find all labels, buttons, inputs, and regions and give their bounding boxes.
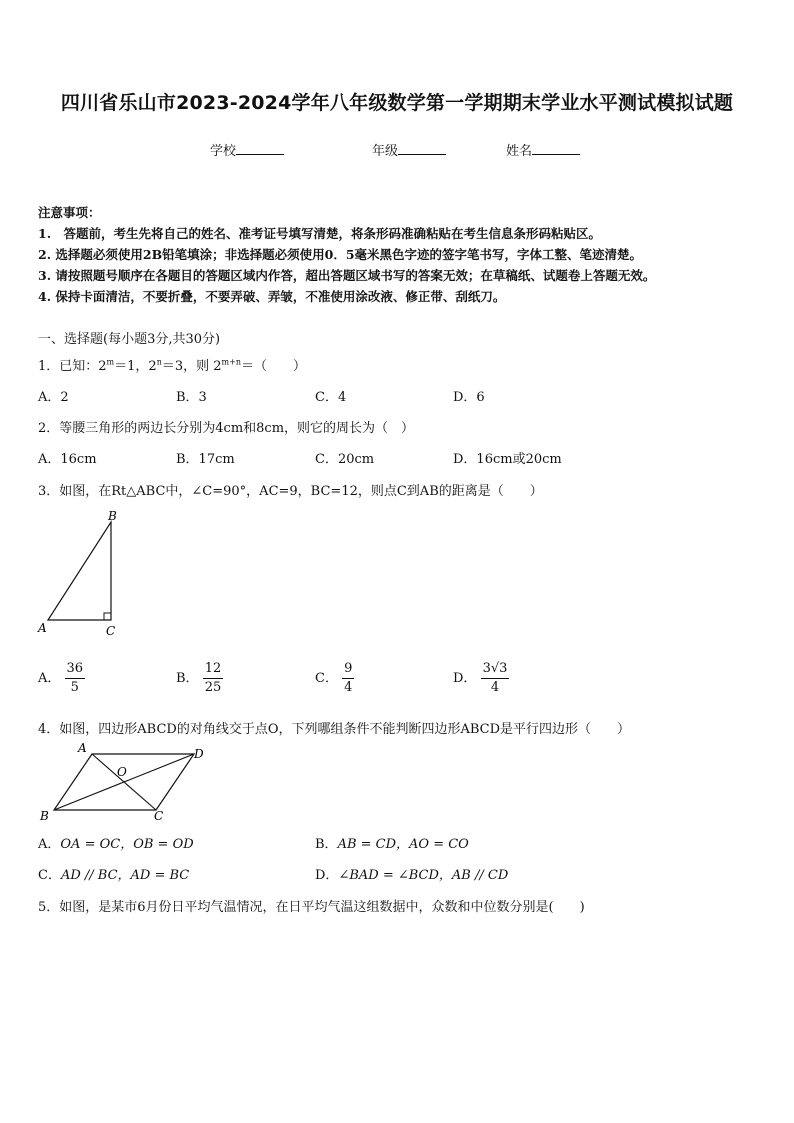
q3-option-c-letter: C． [315, 671, 338, 686]
q3-option-c-fraction [342, 660, 354, 697]
q4-option-a-letter: A． [38, 837, 61, 852]
question-2: 2．等腰三角形的两边长分别为4cm和8cm，则它的周长为（ ） [38, 421, 415, 436]
page-title: 四川省乐山市2023-2024学年八年级数学第一学期期末学业水平测试模拟试题 [60, 92, 734, 114]
q3-option-d-fraction [481, 660, 510, 697]
q3-option-c[interactable] [315, 660, 354, 697]
numerator: 12 [203, 660, 224, 679]
q4-option-b-expr: AB = CD，AO = CO [337, 837, 469, 852]
q4-option-b-letter: B． [315, 837, 338, 852]
q4-parallelogram-figure [36, 740, 212, 824]
question-5: 5．如图，是某市6月份日平均气温情况，在日平均气温这组数据中，众数和中位数分别是( ) [38, 900, 585, 915]
school-label: 学校 [210, 144, 237, 159]
q1-exp-n: n [156, 357, 162, 367]
q3-option-d-letter: D． [453, 671, 477, 686]
q1-option-c[interactable]: C．4 [315, 390, 347, 405]
q4-option-d-letter: D． [315, 868, 339, 883]
numerator: 9 [342, 660, 354, 679]
numerator: 36 [65, 660, 86, 679]
name-field [506, 140, 580, 159]
denominator: 25 [204, 680, 222, 695]
q1-mid2: ＝3，则 2 [161, 359, 222, 374]
q4-option-c-expr: AD // BC，AD = BC [60, 868, 190, 883]
q3-option-a-fraction [65, 660, 86, 697]
notice-item-2: 2. 选择题必须使用2B铅笔填涂；非选择题必须使用0．5毫米黑色字迹的签字笔书写，字体工整、笔迹清楚。 [38, 247, 643, 262]
q3-option-b-letter: B． [176, 671, 199, 686]
label-a: A [78, 741, 87, 755]
section-title: 一、选择题(每小题3分,共30分) [38, 332, 221, 347]
label-c: C [106, 624, 116, 638]
q4-option-c-letter: C． [38, 868, 61, 883]
label-o: O [117, 765, 127, 779]
denominator: 4 [490, 680, 500, 695]
q4-option-a[interactable] [38, 833, 194, 852]
q1-prefix: 1．已知：2 [38, 359, 107, 374]
q2-option-d[interactable]: D．16cm或20cm [453, 452, 562, 467]
q1-option-a[interactable]: A．2 [38, 390, 69, 405]
q1-exp-mn: m+n [221, 357, 241, 367]
notice-item-4: 4. 保持卡面清洁，不要折叠，不要弄破、弄皱，不准使用涂改液、修正带、刮纸刀。 [38, 289, 506, 304]
name-label: 姓名 [506, 144, 533, 159]
q1-mid1: ＝1，2 [114, 359, 157, 374]
school-blank [236, 142, 284, 155]
triangle-abc [48, 522, 111, 620]
q3-option-a-letter: A． [38, 671, 61, 686]
notice-item-1: 1. 答题前，考生先将自己的姓名、准考证号填写清楚，将条形码准确粘贴在考生信息条形码粘贴区。 [38, 226, 602, 241]
q1-suffix: ＝（ ） [240, 359, 306, 374]
q3-option-d[interactable] [453, 660, 509, 697]
numerator: 3√3 [481, 660, 510, 679]
q3-triangle-figure [34, 506, 126, 638]
grade-field [372, 140, 446, 159]
q4-option-d[interactable] [315, 864, 508, 883]
notice-item-3: 3. 请按照题号顺序在各题目的答题区域内作答，超出答题区域书写的答案无效；在草稿纸、试题卷上答题无效。 [38, 268, 656, 283]
q4-option-a-expr: OA = OC，OB = OD [60, 837, 194, 852]
label-d: D [194, 747, 204, 761]
label-a: A [38, 621, 47, 635]
denominator: 4 [344, 680, 353, 695]
notice-heading: 注意事项： [38, 205, 101, 220]
right-angle-mark [104, 613, 111, 620]
question-1 [38, 355, 306, 374]
denominator: 5 [70, 680, 79, 695]
q2-option-b[interactable]: B．17cm [176, 452, 235, 467]
q1-exp-m: m [106, 357, 115, 367]
name-blank [532, 142, 580, 155]
label-b: B [108, 509, 117, 523]
grade-label: 年级 [372, 144, 399, 159]
label-b: B [40, 809, 49, 823]
q2-option-c[interactable]: C．20cm [315, 452, 375, 467]
school-field [210, 140, 284, 159]
q2-option-a[interactable]: A．16cm [38, 452, 97, 467]
question-3: 3．如图，在Rt△ABC中，∠C=90°，AC=9，BC=12，则点C到AB的距离是（ ） [38, 484, 543, 499]
q4-option-c[interactable] [38, 864, 189, 883]
q3-option-b[interactable] [176, 660, 223, 697]
q1-option-b[interactable]: B．3 [176, 390, 207, 405]
diagonal-bd [54, 754, 194, 810]
q3-option-a[interactable] [38, 660, 85, 697]
question-4: 4．如图，四边形ABCD的对角线交于点O，下列哪组条件不能判断四边形ABCD是平行四边形（ ） [38, 722, 631, 737]
q3-option-b-fraction [203, 660, 224, 697]
q1-option-d[interactable]: D．6 [453, 390, 485, 405]
q4-option-b[interactable] [315, 833, 469, 852]
grade-blank [398, 142, 446, 155]
q4-option-d-expr: ∠BAD = ∠BCD，AB // CD [338, 868, 509, 883]
label-c: C [154, 809, 164, 823]
